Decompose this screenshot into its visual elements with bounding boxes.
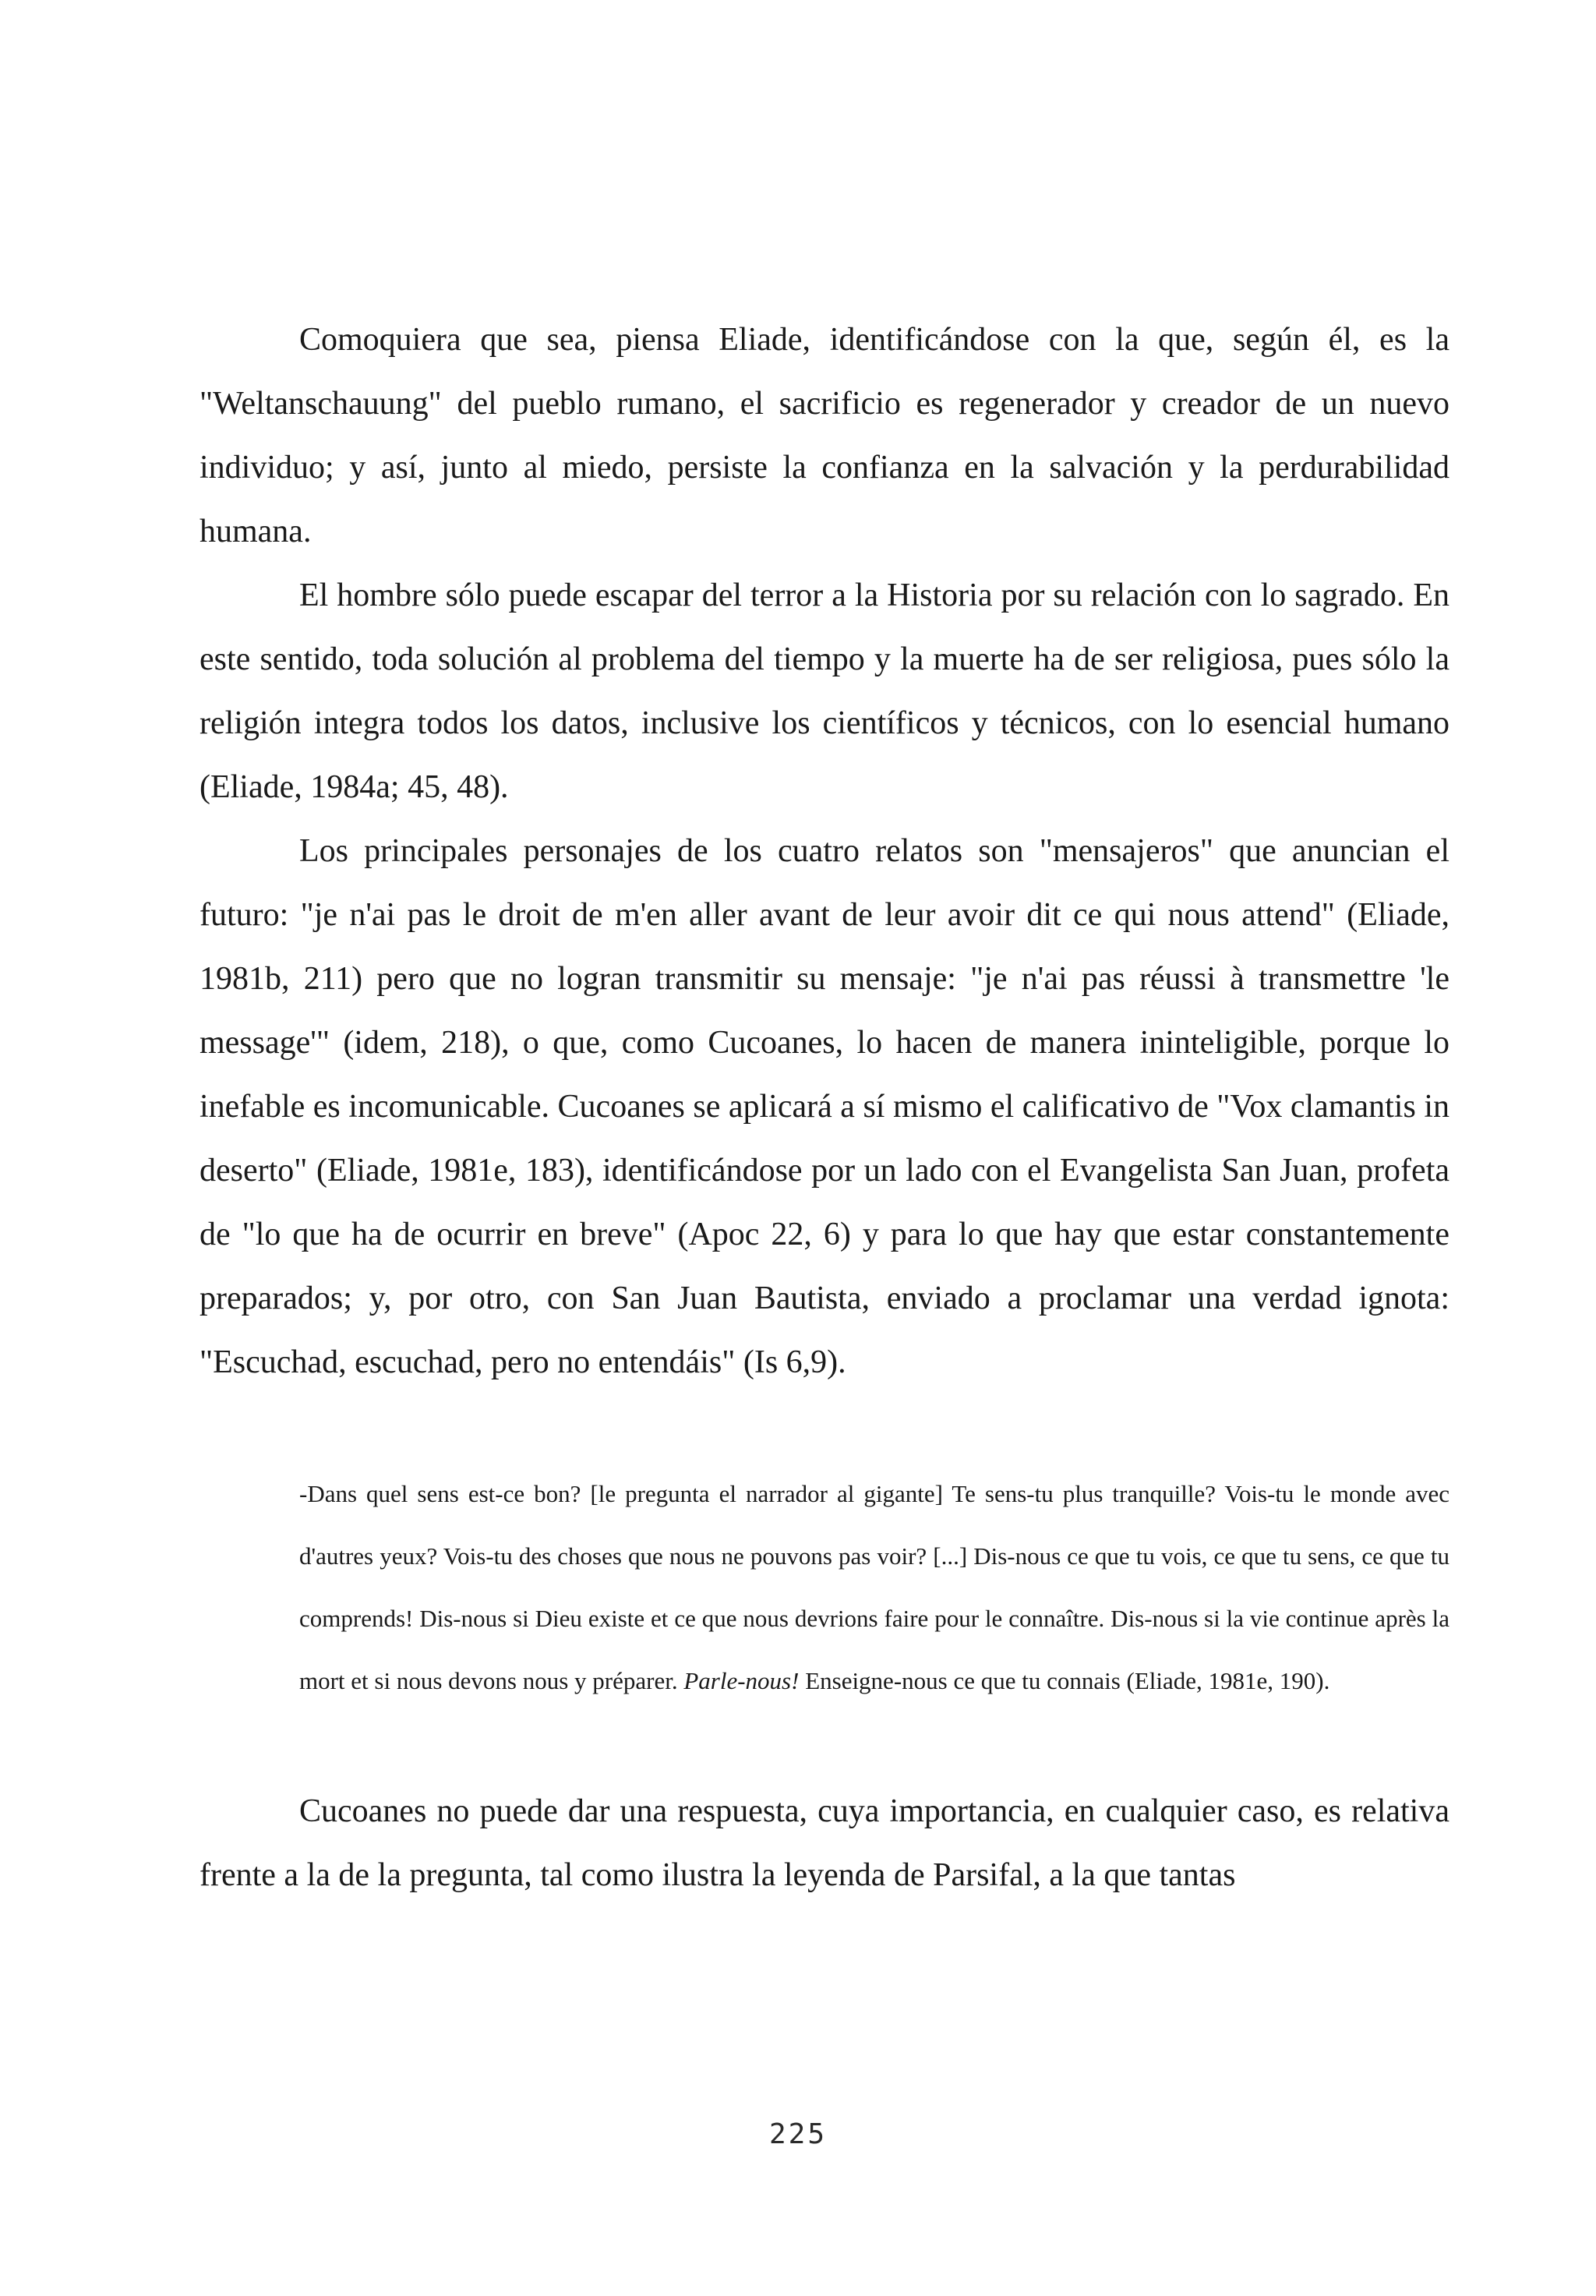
paragraph-2: El hombre sólo puede escapar del terror a la Historia por su relación con lo sagrado. En este sentido, toda solución al problema del tiempo y la muerte ha de ser religiosa, pues sólo la religión integra todos los datos, inclusive los científicos y técnicos, con lo esencial humano (Eliade, 1984a; 45, 48).: [200, 578, 1449, 805]
page-body: [200, 308, 1449, 1907]
quote-italic-phrase: Parle-nous!: [683, 1667, 800, 1694]
quote-text-end: Enseigne-nous ce que tu connais (Eliade, 1981e, 190).: [799, 1667, 1330, 1694]
quote-text-start: -Dans quel sens est-ce bon? [le pregunta el narrador al gigante] Te sens-tu plus tranquille? Vois-tu le monde avec d'autres yeux? Vois-tu des choses que nous ne pouvons pas voir? [...] Dis-nous ce que tu vois, ce que tu sens, ce que tu comprends! Dis-nous si Dieu existe et ce que nous devrions faire pour le connaître. Dis-nous si la vie continue après la mort et si nous devons nous y préparer.: [299, 1480, 1449, 1694]
closing-paragraph: Cucoanes no puede dar una respuesta, cuya importancia, en cualquier caso, es relativa frente a la de la pregunta, tal como ilustra la leyenda de Parsifal, a la que tantas: [200, 1793, 1449, 1893]
paragraph-1: Comoquiera que sea, piensa Eliade, identificándose con la que, según él, es la "Weltanschauung" del pueblo rumano, el sacrificio es regenerador y creador de un nuevo individuo; y así, junto al miedo, persiste la confianza en la salvación y la perdurabilidad humana.: [200, 322, 1449, 549]
block-quote: [299, 1463, 1449, 1712]
page-number: 225: [768, 2118, 828, 2150]
paragraph-3: Los principales personajes de los cuatro relatos son "mensajeros" que anuncian el futuro: "je n'ai pas le droit de m'en aller avant de leur avoir dit ce qui nous attend" (Eliade, 1981b, 211) pero que no logran transmitir su mensaje: "je n'ai pas réussi à transmettre 'le message'" (idem, 218), o que, como Cucoanes, lo hacen de manera ininteligible, porque lo inefable es incomunicable. Cucoanes se aplicará a sí mismo el calificativo de "Vox clamantis in deserto" (Eliade, 1981e, 183), identificándose por un lado con el Evangelista San Juan, profeta de "lo que ha de ocurrir en breve" (Apoc 22, 6) y para lo que hay que estar constantemente preparados; y, por otro, con San Juan Bautista, enviado a proclamar una verdad ignota: "Escuchad, escuchad, pero no entendáis" (Is 6,9).: [200, 833, 1449, 1380]
